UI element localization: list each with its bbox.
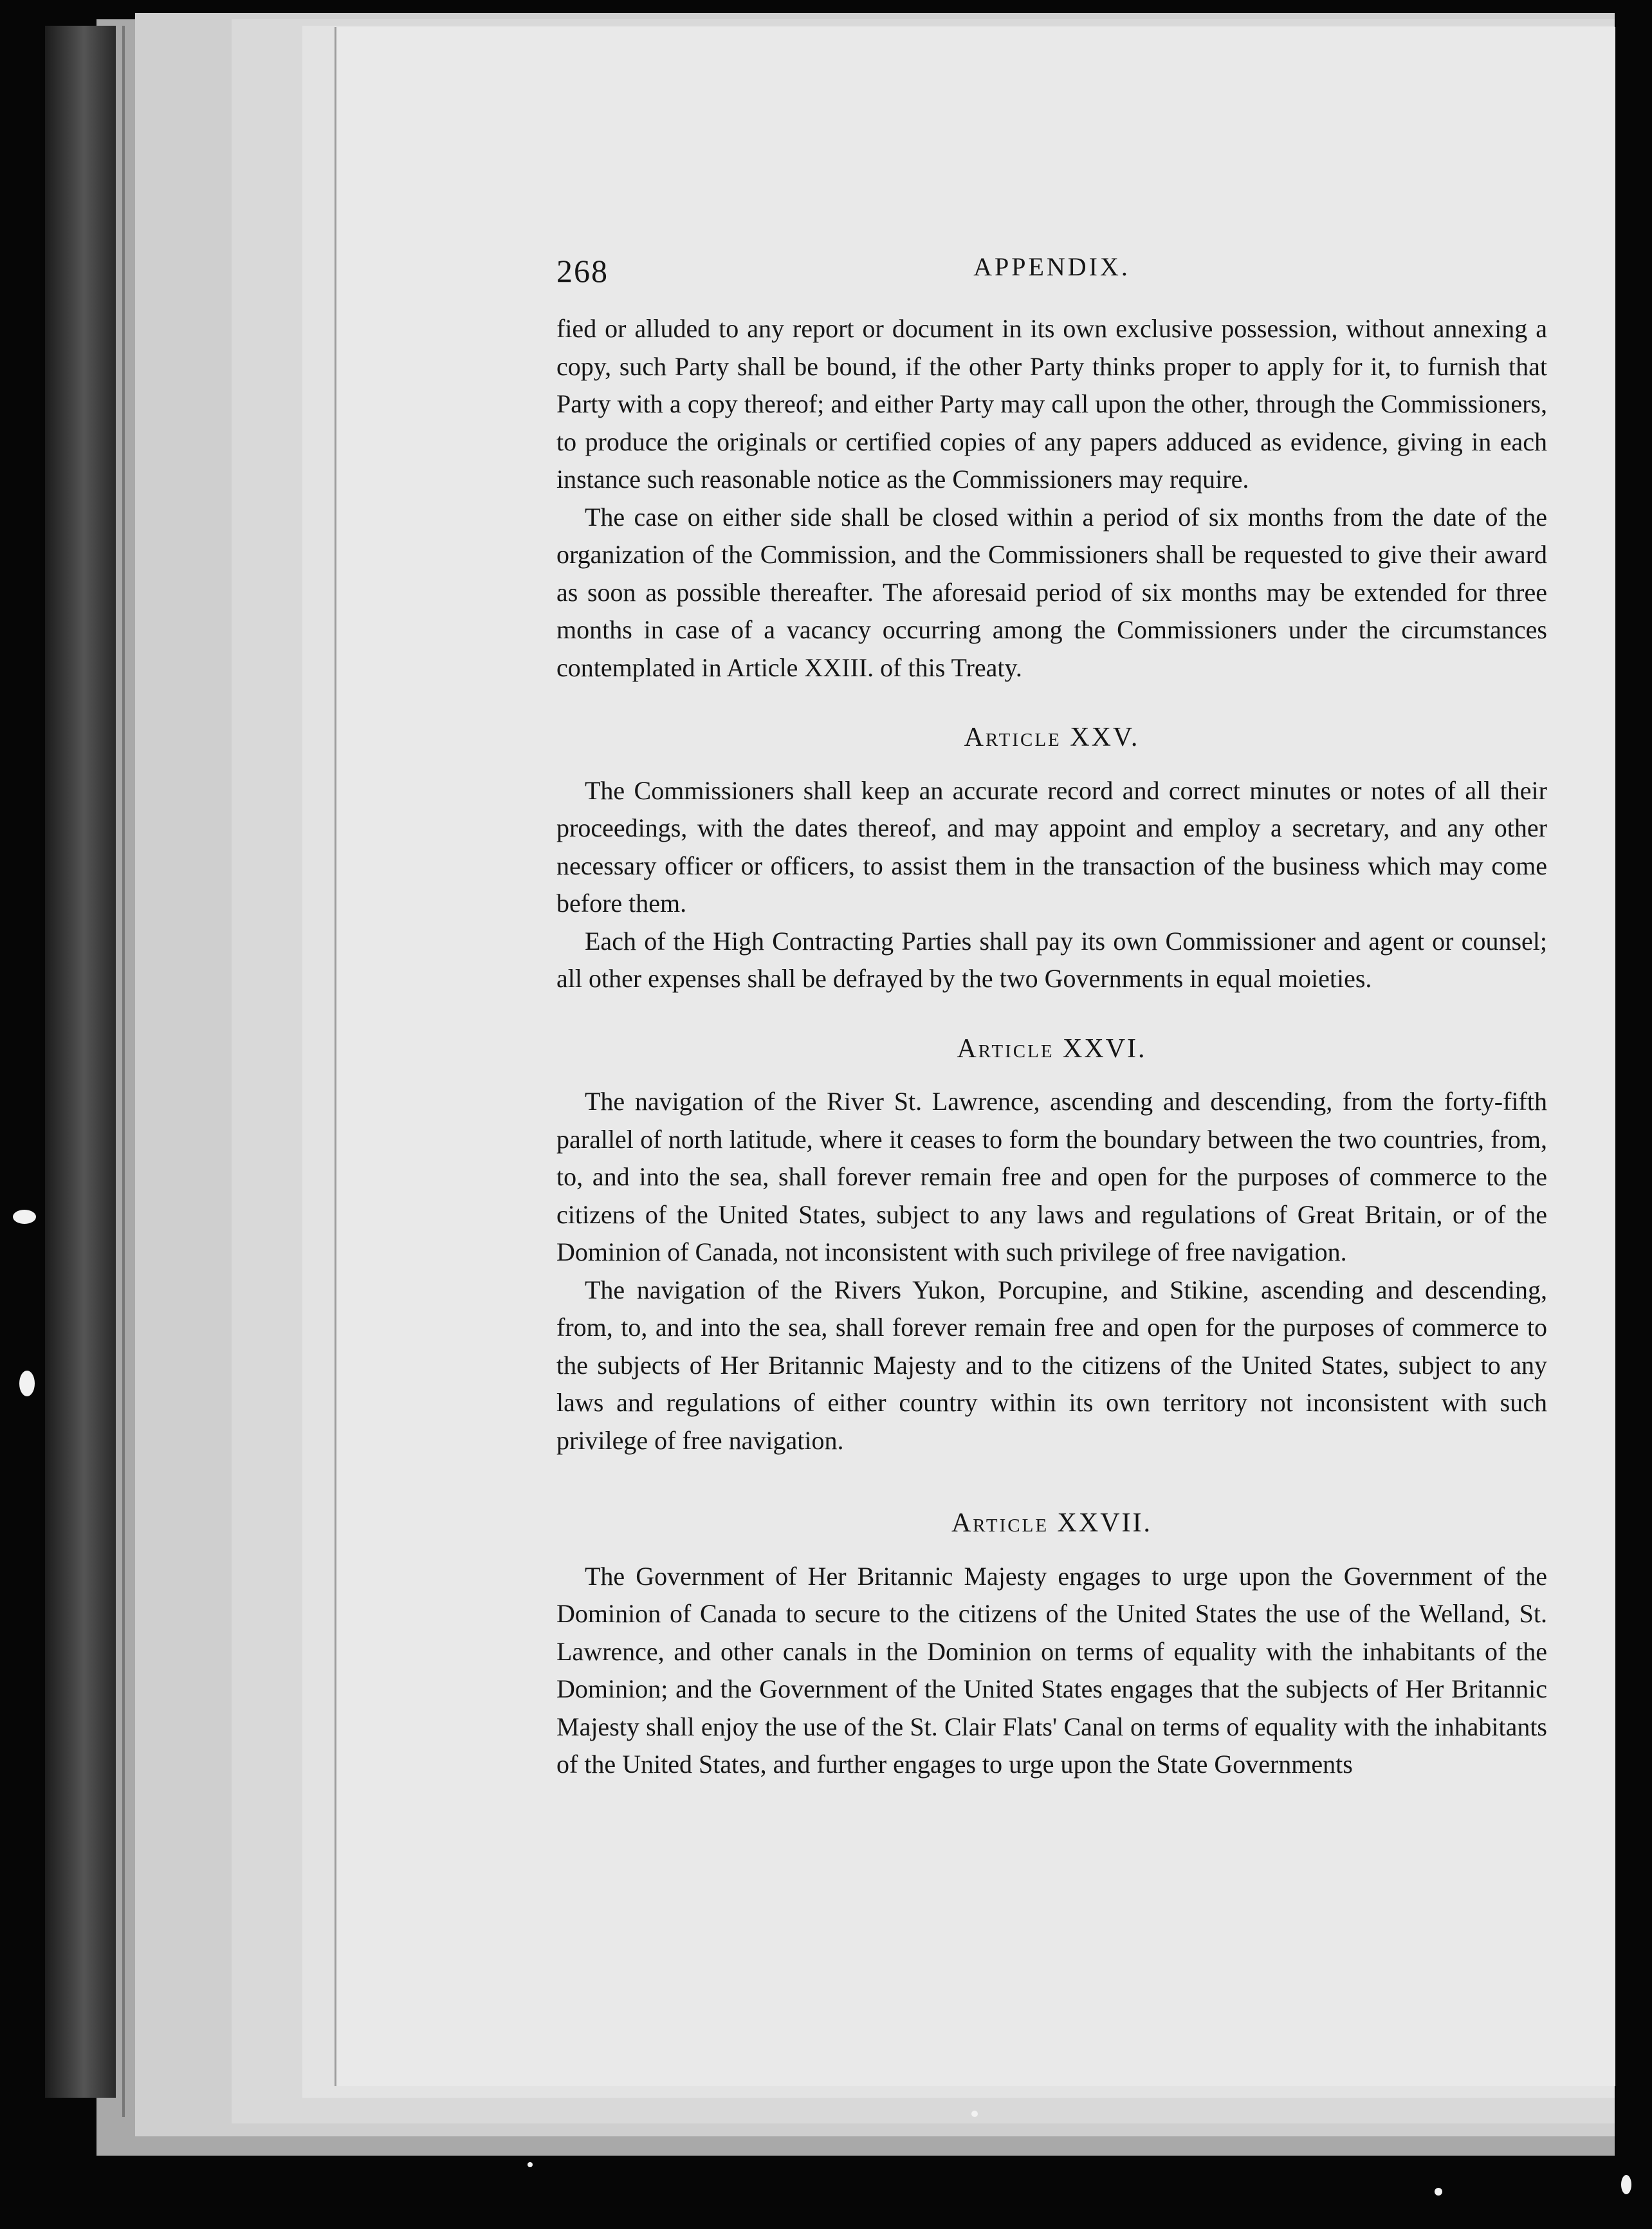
paragraph: The Government of Her Britannic Majesty engages to urge upon the Government of the Dominion of Canada to secure to the citizens of the United States the use of the Welland, St. Lawrence, and other canals in the Dominion on terms of equality with the inhabitants of the Dominion; and the Government of the United States engages that the subjects of Her Britannic Majesty shall enjoy the use of the St. Clair Flats' Canal on terms of equality with the inhabitants of the United States, and further engages to urge upon the State Governments	[556, 1561, 1547, 1779]
running-head	[556, 239, 1547, 297]
page-text-block	[556, 239, 1547, 1784]
scan-dust	[1621, 2175, 1631, 2194]
scan-dust	[19, 1371, 35, 1396]
article-heading: Article XXVI.	[957, 1033, 1147, 1064]
paragraph: The case on either side shall be closed within a period of six months from the date of the organization of the Commission, and the Commissioners shall be requested to give their award as soon as possible thereafter. The aforesaid period of six months may be extended for three months in case of a vacancy occurring among the Commissioners under the circumstances contemplated in Article XXIII. of this Treaty.	[556, 502, 1547, 682]
paragraph: The Commissioners shall keep an accurate record and correct minutes or notes of all their proceedings, with the dates thereof, and may appoint and employ a secretary, and any other necessary officer or officers, to assist them in the transaction of the business which may come before them.	[556, 775, 1547, 918]
article-heading: Article XXV.	[964, 723, 1140, 752]
running-head-title: APPENDIX.	[973, 252, 1130, 281]
scan-dust	[13, 1210, 36, 1224]
spine-line	[122, 26, 125, 2117]
book-binding	[45, 26, 116, 2098]
continued-paragraph: fied or alluded to any report or document in its own exclusive possession, without annexing a copy, such Party shall be bound, if the other Party thinks proper to apply for it, to furnish that Party with a copy thereof; and either Party may call upon the other, through the Commissioners, to produce the originals or certified copies of any papers adduced as evidence, giving in each instance such reasonable notice as the Commissioners may require.	[556, 314, 1547, 494]
article-xxvi	[556, 1030, 1547, 1460]
article-xxvii	[556, 1504, 1547, 1784]
paragraph: Each of the High Contracting Parties shall pay its own Commissioner and agent or counsel; all other expenses shall be defrayed by the two Governments in equal moieties.	[556, 926, 1547, 993]
scan-dust	[971, 2111, 978, 2117]
scan-dust	[1435, 2188, 1442, 2196]
book-page	[335, 27, 1615, 2086]
article-heading: Article XXVII.	[951, 1508, 1153, 1538]
paragraph: The navigation of the Rivers Yukon, Porcupine, and Stikine, ascending and descending, from, to, and into the sea, shall forever remain free and open for the purposes of commerce to the subjects of Her Britannic Majesty and to the citizens of the United States, subject to any laws and regulations of either country within its own territory not inconsistent with such privilege of free navigation.	[556, 1275, 1547, 1455]
article-xxv	[556, 719, 1547, 998]
page-number: 268	[556, 253, 609, 289]
scan-dust	[528, 2162, 533, 2167]
paragraph: The navigation of the River St. Lawrence, ascending and descending, from the forty-fifth parallel of north latitude, where it ceases to form the boundary between the two countries, from, to, and into the sea, shall forever remain free and open for the purposes of commerce to the citizens of the United States, subject to any laws and regulations of Great Britain, or of the Dominion of Canada, not inconsistent with such privilege of free navigation.	[556, 1087, 1547, 1266]
